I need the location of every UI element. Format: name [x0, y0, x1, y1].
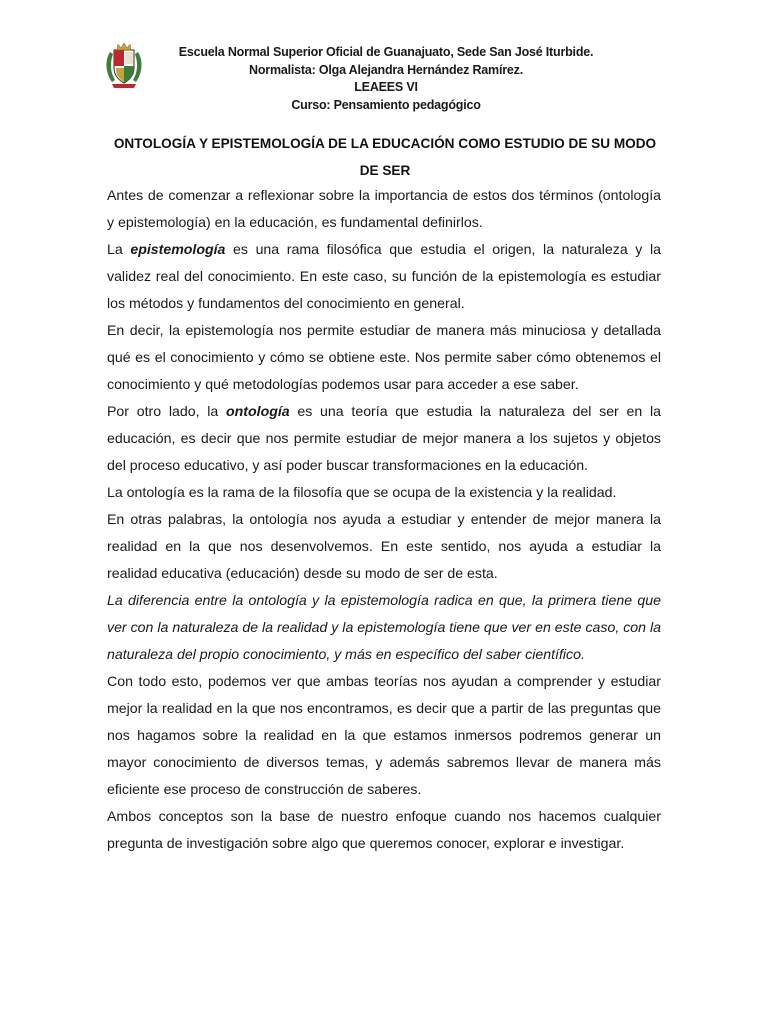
paragraph-4-rest: es una teoría que estudia la naturaleza del ser en la educación, es decir que nos permite estudiar de mejor manera a los sujetos y objetos del proceso educativo, y así poder buscar transformaciones en la educación.	[107, 403, 661, 473]
header-text	[108, 44, 664, 114]
paragraph-2-rest: es una rama filosófica que estudia el origen, la naturaleza y la validez real del conocimiento. En este caso, su función de la epistemología es estudiar los métodos y fundamentos del conocimiento en general.	[107, 241, 661, 311]
document-header	[0, 42, 768, 120]
program-code: LEAEES VI	[354, 80, 418, 94]
school-name: Escuela Normal Superior Oficial de Guanajuato, Sede San José Iturbide.	[178, 45, 594, 59]
paragraph-6: En otras palabras, la ontología nos ayuda a estudiar y entender de mejor manera la realidad en la que nos desenvolvemos. En este sentido, nos ayuda a estudiar la realidad educativa (educación) desde su modo de ser de esta.	[107, 511, 661, 581]
document-title: ONTOLOGÍA Y EPISTEMOLOGÍA DE LA EDUCACIÓN COMO ESTUDIO DE SU MODO DE SER	[113, 136, 657, 178]
paragraph-4-lead: Por otro lado, la	[107, 403, 227, 419]
paragraph-5: La ontología es la rama de la filosofía que se ocupa de la existencia y la realidad.	[107, 484, 617, 500]
paragraph-2	[107, 236, 661, 317]
paragraph-8: Con todo esto, podemos ver que ambas teorías nos ayudan a comprender y estudiar mejor la realidad en la que nos encontramos, es decir que a partir de las preguntas que nos hagamos sobre la realidad en la que estamos inmersos podremos generar un mayor conocimiento de diversos temas, y además sabremos llevar de manera más eficiente ese proceso de construcción de saberes.	[107, 673, 661, 797]
paragraph-9: Ambos conceptos son la base de nuestro enfoque cuando nos hacemos cualquier pregunta de investigación sobre algo que queremos conocer, explorar e investigar.	[107, 808, 661, 851]
course-name: Curso: Pensamiento pedagógico	[291, 97, 481, 112]
paragraph-4	[107, 398, 661, 479]
document-body	[107, 182, 661, 857]
paragraph-7-italic: La diferencia entre la ontología y la epistemología radica en que, la primera tiene que ver con la naturaleza de la realidad y la epistemología tiene que ver en este caso, con la naturaleza del propio conocimiento, y más en específico del saber científico.	[107, 592, 661, 662]
paragraph-1: Antes de comenzar a reflexionar sobre la importancia de estos dos términos (ontología y epistemología) en la educación, es fundamental definirlos.	[107, 187, 661, 230]
term-ontologia: ontología	[226, 403, 290, 419]
paragraph-2-lead: La	[107, 241, 131, 257]
paragraph-3: En decir, la epistemología nos permite estudiar de manera más minuciosa y detallada qué es el conocimiento y cómo se obtiene este. Nos permite saber cómo obtenemos el conocimiento y qué metodologías podemos usar para acceder a ese saber.	[107, 322, 661, 392]
term-epistemologia: epistemología	[130, 241, 226, 257]
student-name: Normalista: Olga Alejandra Hernández Ramírez.	[249, 62, 523, 77]
